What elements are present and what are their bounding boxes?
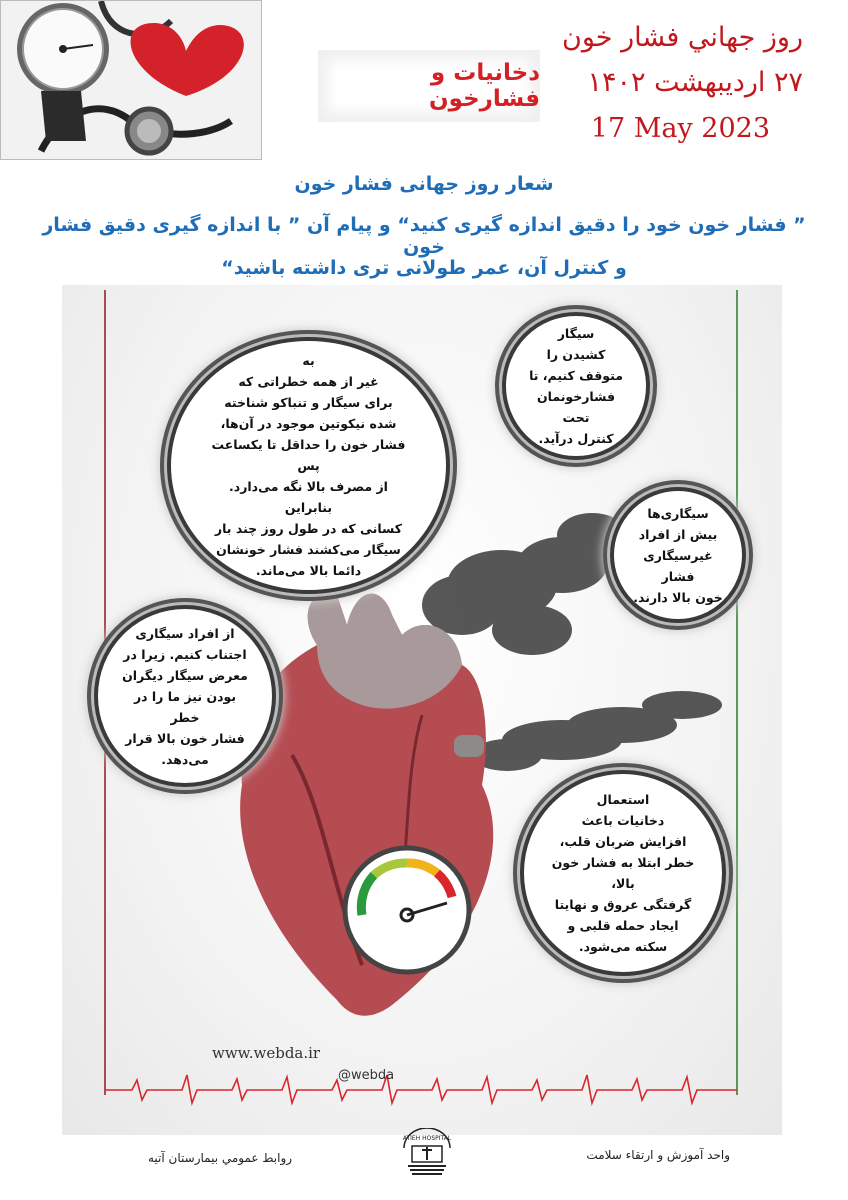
ecg-line [105, 1075, 737, 1103]
bubble-quit-smoking: سیگار کشیدن را متوقف کنیم، تا فشارخونمان تحت کنترل در‌آید. [502, 312, 650, 460]
infographic-panel [62, 285, 782, 1135]
slogan-line-2: و کنترل آن، عمر طولانی تری داشته باشید“ [221, 257, 627, 279]
slogan-heading: شعار روز جهانی فشار خون [294, 173, 554, 195]
bubble-nicotine-effect: به غیر از همه خطراتی که برای سیگار و تنباکو شناخته شده نیکوتین موجود در آن‌ها، فشار خون را حداقل تا یکساعت پس از مصرف بالا نگه می‌دارد. بنابراین کسانی که در طول روز چند بار سیگار می‌کشند فشار خونشان دائما بالا می‌ماند. [167, 337, 450, 594]
bp-heart-photo [0, 0, 262, 160]
handle-watermark: @webda [338, 1068, 395, 1083]
footer-health-education: واحد آموزش و ارتقاء سلامت [586, 1148, 730, 1162]
slogan-line-1: ” فشار خون خود را دقیق اندازه گیری کنید“ و پیام آن ” با اندازه گیری دقیق فشار خون [42, 214, 806, 258]
footer-public-relations: روابط عمومي بيمارستان آتيه [148, 1151, 293, 1165]
gregorian-date: 17 May 2023 [590, 113, 770, 144]
hospital-logo [398, 1128, 456, 1182]
persian-date: ۲۷ اردیبهشت ۱۴۰۲ [587, 67, 803, 98]
bubble-avoid-smokers: از افراد سیگاری اجتناب کنیم. زیرا در معرض سیگار دیگران بودن نیز ما را در خطر فشار خون بالا قرار می‌دهد. [94, 605, 276, 787]
pressure-gauge-icon [345, 848, 469, 972]
svg-text:ATIEH HOSPITAL: ATIEH HOSPITAL [402, 1135, 452, 1142]
sphygmomanometer-icon [1, 1, 262, 160]
bubble-smoking-effects: استعمال دخانیات باعث افزایش ضربان قلب، خطر ابتلا به فشار خون بالا، گرفتگی عروق و نهایتا ایجاد حمله قلبی و سکته می‌شود. [520, 770, 726, 976]
bubble-smokers-risk: سیگاری‌ها بیش از افراد غیرسیگاری فشار خون بالا دارند. [610, 487, 746, 623]
page-title: روز جهاني فشار خون [562, 22, 803, 53]
website-watermark: www.webda.ir [212, 1044, 321, 1062]
topic-label: دخانیات و فشارخون [318, 50, 540, 122]
